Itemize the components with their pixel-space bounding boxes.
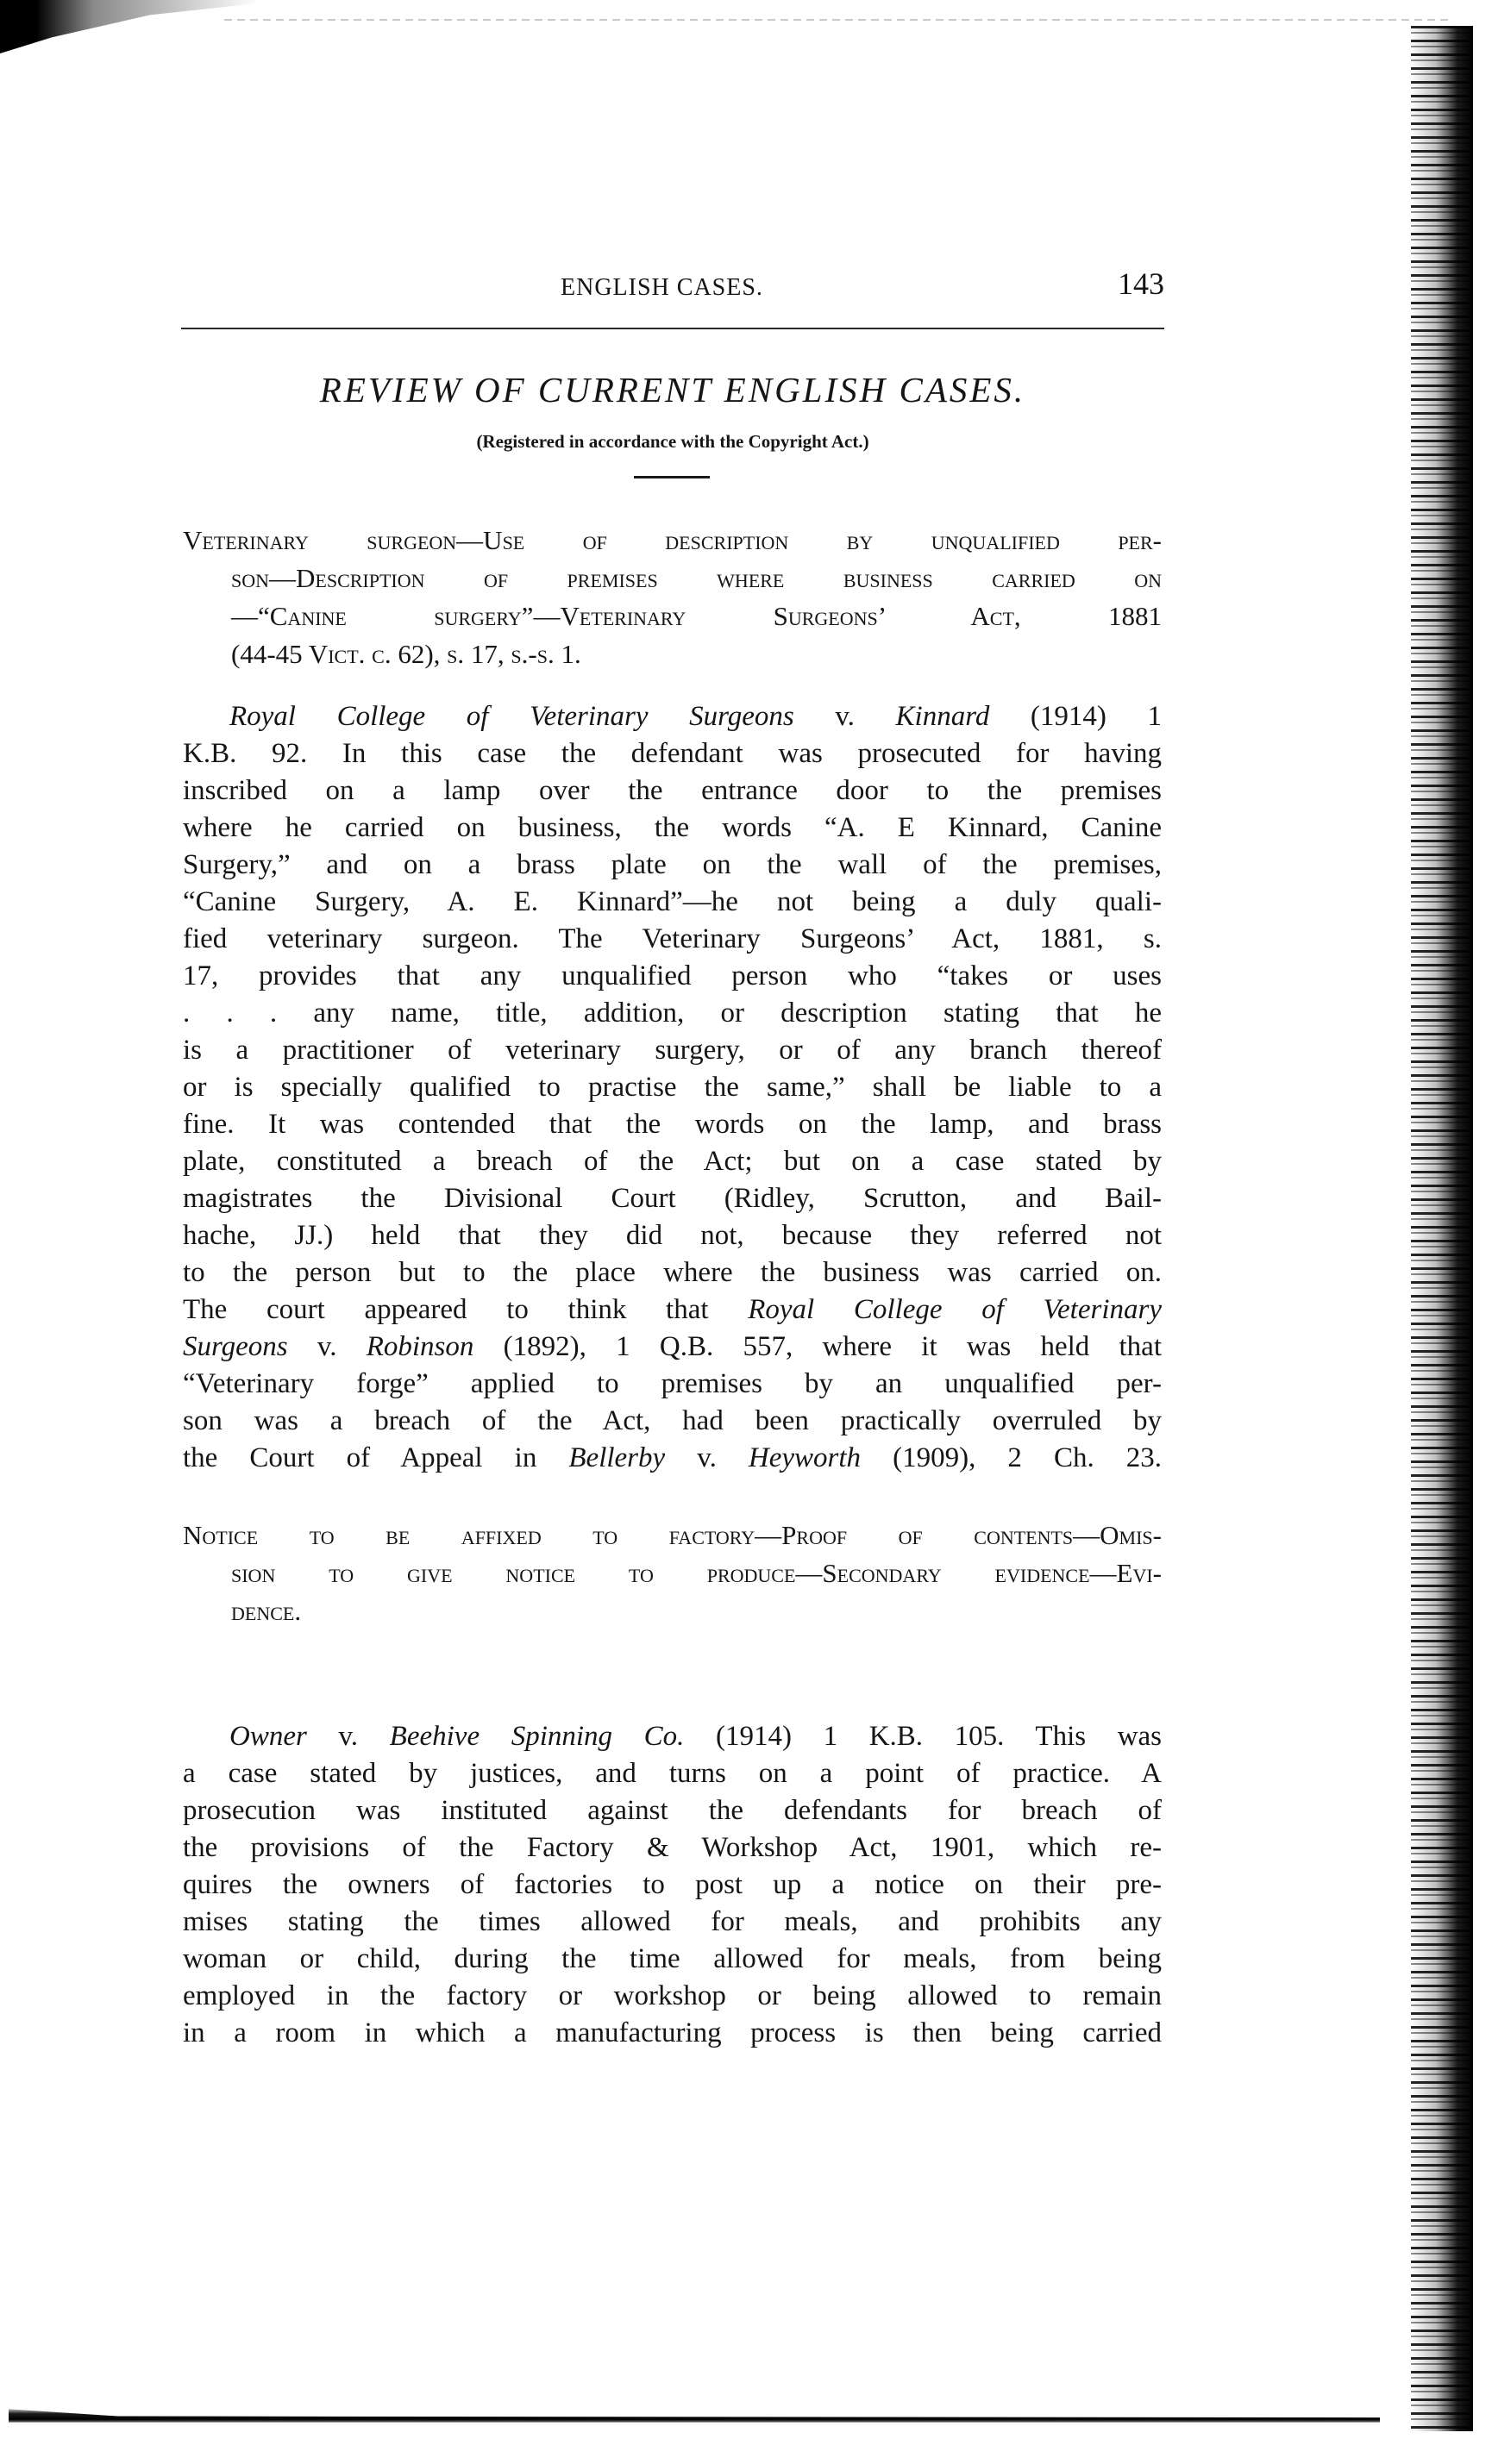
case1-citation: Royal College of Veterinary Surgeons v. Kinnard (1914) 1 xyxy=(229,701,1162,732)
body-line: or is specially qualified to practise the same,” shall be liable to a xyxy=(183,1072,1162,1103)
page-number: 143 xyxy=(1118,266,1164,301)
body-line: is a practitioner of veterinary surgery, or of any branch thereof xyxy=(183,1035,1162,1066)
body-line: mises stating the times allowed for meals, and prohibits any xyxy=(183,1906,1162,1937)
body-line: hache, JJ.) held that they did not, because they referred not xyxy=(183,1220,1162,1251)
body-line: in a room in which a manufacturing process is then being carried xyxy=(183,2017,1162,2048)
body-line: son was a breach of the Act, had been practically overruled by xyxy=(183,1405,1162,1436)
case2-citation: Owner v. Beehive Spinning Co. (1914) 1 K.B. 105. This was xyxy=(229,1721,1163,1752)
copyright-note: (Registered in accordance with the Copyright Act.) xyxy=(476,431,869,452)
body-line: “Canine Surgery, A. E. Kinnard”—he not being a duly quali- xyxy=(183,886,1162,917)
case1-headnote-line: (44-45 Vict. c. 62), s. 17, s.-s. 1. xyxy=(231,639,581,669)
scan-corner-mark xyxy=(0,0,259,53)
case-name: Heyworth xyxy=(748,1442,862,1473)
case-name: Royal College of Veterinary Surgeons xyxy=(229,701,794,732)
body-line: magistrates the Divisional Court (Ridley, Scrutton, and Bail- xyxy=(183,1183,1162,1214)
body-line: to the person but to the place where the business was carried on. xyxy=(183,1257,1162,1288)
case2-headnote-line: Notice to be affixed to factory—Proof of contents—Omis- xyxy=(183,1520,1162,1550)
case1-headnote-line: son—Description of premises where business carried on xyxy=(231,563,1162,593)
body-line: employed in the factory or workshop or being allowed to remain xyxy=(183,1980,1162,2011)
body-line: the provisions of the Factory & Workshop Act, 1901, which re- xyxy=(183,1832,1162,1863)
body-line: fine. It was contended that the words on the lamp, and brass xyxy=(183,1109,1162,1140)
case-name: Owner xyxy=(229,1721,307,1752)
body-line: a case stated by justices, and turns on a point of practice. A xyxy=(183,1758,1162,1789)
case-name: Robinson xyxy=(366,1331,474,1362)
case-name: Royal College of Veterinary xyxy=(748,1294,1163,1325)
body-line: . . . any name, title, addition, or description stating that he xyxy=(183,997,1162,1029)
case-name: Surgeons xyxy=(183,1331,288,1362)
section-title: REVIEW OF CURRENT ENGLISH CASES. xyxy=(319,370,1026,410)
body-line: 17, provides that any unqualified person who “takes or uses xyxy=(183,960,1162,991)
case-name: Kinnard xyxy=(895,701,990,732)
body-line: K.B. 92. In this case the defendant was prosecuted for having xyxy=(183,738,1162,769)
body-line: Surgery,” and on a brass plate on the wall of the premises, xyxy=(183,849,1162,880)
body-line: where he carried on business, the words “A. E Kinnard, Canine xyxy=(183,812,1162,843)
body-line: “Veterinary forge” applied to premises by an unqualified per- xyxy=(183,1368,1162,1399)
page-header xyxy=(181,266,1164,310)
body-line: woman or child, during the time allowed for meals, from being xyxy=(183,1943,1162,1974)
case-name: Bellerby xyxy=(568,1442,666,1473)
body-line: prosecution was instituted against the defendants for breach of xyxy=(183,1795,1162,1826)
body-line: fied veterinary surgeon. The Veterinary Surgeons’ Act, 1881, s. xyxy=(183,923,1162,954)
body-line: quires the owners of factories to post up a notice on their pre- xyxy=(183,1869,1162,1900)
header-rule xyxy=(181,328,1164,329)
scan-dashed-line xyxy=(224,19,1449,21)
body-line: The court appeared to think that Royal College of Veterinary xyxy=(183,1294,1163,1325)
scan-bottom-edge xyxy=(9,2407,1380,2426)
case-name: Beehive Spinning Co. xyxy=(389,1721,685,1752)
case2-headnote-line: sion to give notice to produce—Secondary evidence—Evi- xyxy=(231,1558,1162,1588)
running-head: ENGLISH CASES. xyxy=(561,274,763,301)
case1-headnote-line: —“Canine surgery”—Veterinary Surgeons’ Act, 1881 xyxy=(231,601,1162,631)
scan-page-edge xyxy=(1411,26,1473,2431)
title-rule xyxy=(634,476,710,478)
body-line: the Court of Appeal in Bellerby v. Heyworth (1909), 2 Ch. 23. xyxy=(183,1442,1163,1473)
case2-headnote-line: dence. xyxy=(231,1596,302,1626)
case1-headnote-line: Veterinary surgeon—Use of description by unqualified per- xyxy=(183,525,1162,555)
body-line: Surgeons v. Robinson (1892), 1 Q.B. 557, where it was held that xyxy=(183,1331,1162,1362)
body-line: plate, constituted a breach of the Act; but on a case stated by xyxy=(183,1146,1162,1177)
body-line: inscribed on a lamp over the entrance door to the premises xyxy=(183,775,1162,806)
